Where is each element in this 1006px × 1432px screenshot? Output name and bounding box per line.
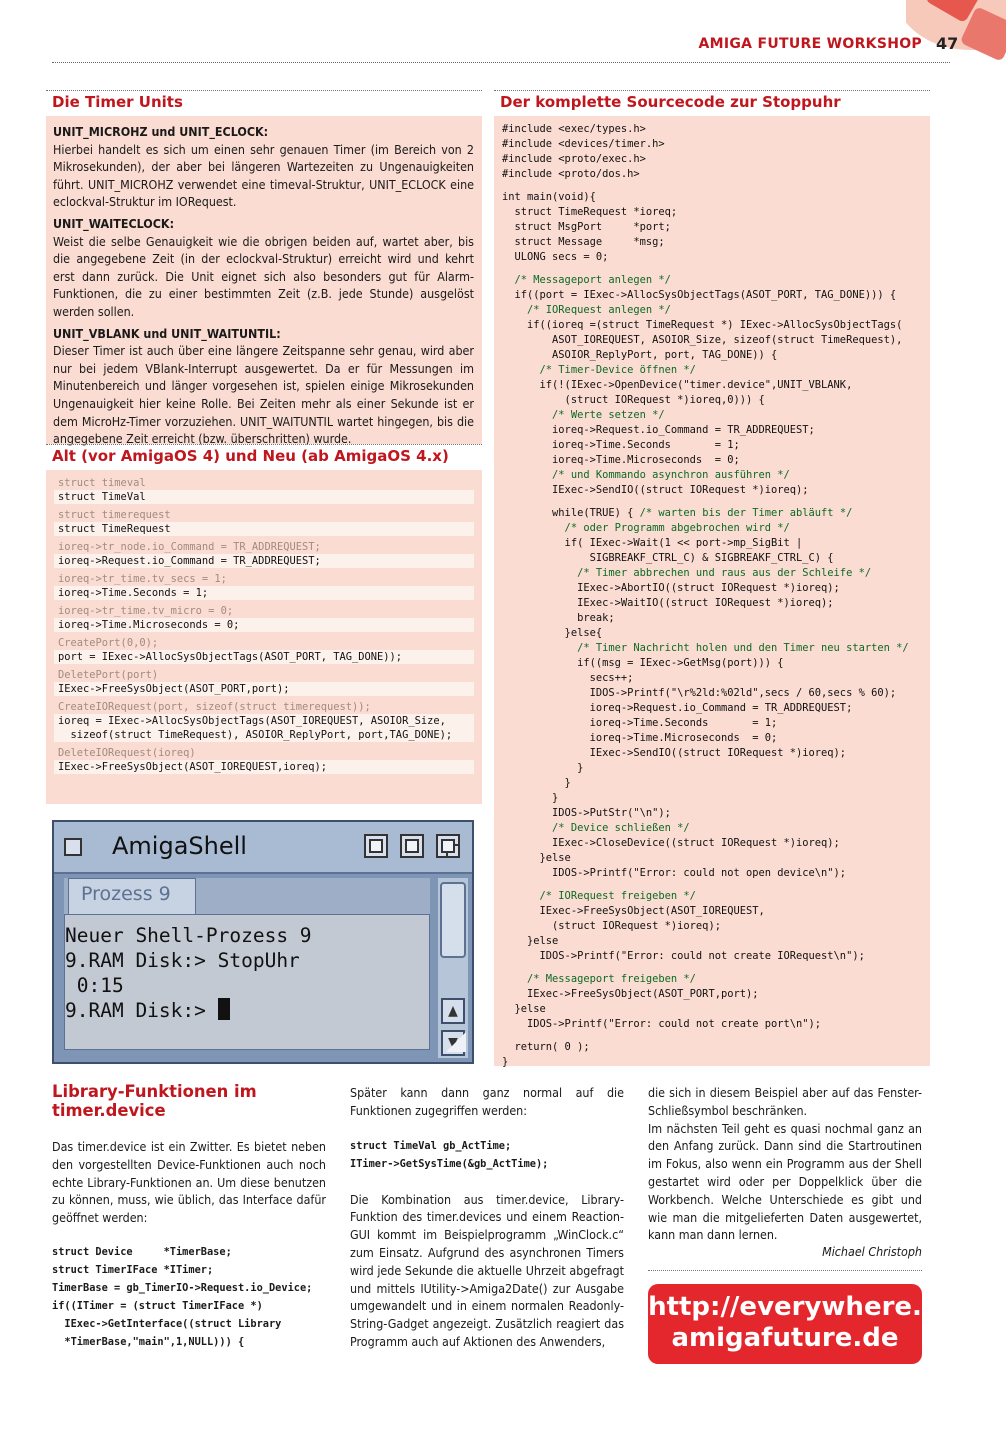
magazine-section-title: AMIGA FUTURE WORKSHOP [698, 36, 922, 52]
new-code-line: sizeof(struct TimeRequest), ASOIOR_ReplyPort, port,TAG_DONE); [54, 728, 474, 742]
code-line: /* Messageport freigeben */ [502, 973, 696, 985]
code-line: IDOS->Printf("Error: could not create port\n"); [502, 1018, 822, 1030]
code-line: ioreq->Time.Microseconds = 0; [502, 454, 740, 466]
source-code-box [494, 116, 930, 1066]
col2-code: struct TimeVal gb_ActTime; ITimer->GetSysTime(&gb_ActTime); [350, 1139, 549, 1170]
code-line: IDOS->Printf("Error: could not create IORequest\n"); [502, 950, 865, 962]
code-line [502, 182, 930, 190]
library-title: Library-Funktionen im timer.device [52, 1082, 257, 1120]
code-line: #include <proto/exec.h> [502, 153, 646, 165]
code-line: /* Messageport anlegen */ [502, 274, 671, 286]
depth-gadget-icon[interactable] [436, 834, 460, 858]
console-line: Neuer Shell-Prozess 9 [65, 924, 312, 947]
code-line: ioreq->Time.Seconds = 1; [502, 439, 740, 451]
code-line: } [502, 1056, 509, 1068]
old-code-line: CreatePort(0,0); [58, 637, 159, 649]
code-line: /* Werte setzen */ [502, 409, 665, 421]
unit-heading: UNIT_VBLANK und UNIT_WAITUNTIL: [53, 325, 281, 341]
code-line [502, 964, 930, 972]
unit-text: Weist die selbe Genauigkeit wie die obrigen beiden auf, wartet aber, bis die angegebene Zeit (in der eclockval-Struktur) erreicht wird und kehrt erst dann zurück. Die Unit eignet sich also besonders gut für Alarm-Funktionen, die zu einer bestimmten Zeit (z.B. jede Stunde) ausgelöst werden sollen. [53, 233, 474, 319]
code-line: ULONG secs = 0; [502, 251, 609, 263]
old-code-line: CreateIORequest(port, sizeof(struct timerequest)); [58, 701, 371, 713]
unit-text: Dieser Timer ist auch über eine längere Zeitspanne sehr genau, wird aber nur bei jedem VBlank-Interrupt ausgewertet. Da er für Messungen im Minutenbereich und länger vorgesehen ist, spielen einige Mikrosekunden Ungenauigkeit hier keine Rolle. Bei Zeiten mehr als einer Sekunde ist er dem MicroHz-Timer vorzuziehen. UNIT_WAITUNTIL wartet hingegen, bis die angegebene Zeit erreicht (bzw. überschritten) wurde. [53, 343, 474, 447]
author: Michael Christoph [822, 1244, 922, 1259]
code-line: if( IExec->Wait(1 << port->mp_SigBit | [502, 537, 803, 549]
shell-tab-row [64, 878, 430, 914]
corner-decoration [906, 0, 1006, 64]
library-intro: Das timer.device ist ein Zwitter. Es bietet neben den vorgestellten Device-Funktionen auch noch echte Library-Funktionen an. Um diese benutzen zu können, muss, wie üblich, das Interface dafür geöffnet werden: [52, 1139, 326, 1226]
column-2 [350, 1084, 624, 1351]
column-3 [648, 1084, 922, 1244]
promo-banner[interactable] [648, 1284, 922, 1364]
new-code-line: ioreq = IExec->AllocSysObjectTags(ASOT_IOREQUEST, ASOIOR_Size, [54, 714, 474, 728]
divider [46, 444, 482, 445]
divider [494, 90, 930, 91]
code-line: /* IORequest anlegen */ [502, 304, 671, 316]
shell-titlebar[interactable] [54, 822, 472, 874]
unit-text: Hierbei handelt es sich um einen sehr genauen Timer (im Bereich von 2 Mikrosekunden), der aber bei längeren Wartezeiten zu Ungenauigkeiten führt. UNIT_MICROHZ verwendet eine timeval-Struktur, UNIT_ECLOCK eine eclockval-Struktur im IORequest. [53, 141, 474, 210]
zoom-gadget-icon[interactable] [400, 834, 424, 858]
code-line: /* Device schließen */ [502, 822, 690, 834]
divider [648, 1270, 922, 1271]
old-code-line: ioreq->tr_time.tv_secs = 1; [58, 573, 227, 585]
scroll-knob[interactable] [440, 882, 466, 958]
code-line: ASOT_IOREQUEST, ASOIOR_Size, sizeof(struct TimeRequest), [502, 334, 903, 346]
code-line: ioreq->Time.Microseconds = 0; [502, 732, 778, 744]
code-line [502, 881, 930, 889]
code-line: IExec->FreeSysObject(ASOT_PORT,port); [502, 988, 759, 1000]
code-line: IDOS->Printf("\r%2ld:%02ld",secs / 60,secs % 60); [502, 687, 897, 699]
code-line: /* Timer abbrechen und raus aus der Schleife */ [502, 567, 872, 579]
code-line: (struct IORequest *)ioreq,0))) { [502, 394, 765, 406]
amiga-shell-window [52, 820, 474, 1064]
old-code-line: DeletePort(port) [58, 669, 159, 681]
promo-line: amigafuture.de [671, 1323, 899, 1353]
header-rule [52, 62, 950, 63]
code-line: #include <exec/types.h> [502, 123, 646, 135]
old-new-pair [54, 572, 474, 600]
new-code-line: ioreq->Time.Microseconds = 0; [54, 618, 474, 632]
code-line: IExec->SendIO((struct IORequest *)ioreq); [502, 747, 847, 759]
timer-units-title: Die Timer Units [52, 93, 183, 111]
library-code: struct Device *TimerBase; struct TimerIFace *ITimer; TimerBase = gb_TimerIO->Request.io_Device; if((ITimer = (struct TimerIFace *) IExec->GetInterface((struct Library *TimerBase,"main",1,NULL))) { [52, 1245, 313, 1348]
code-line: } [502, 777, 571, 789]
code-line: IExec->CloseDevice((struct IORequest *)ioreq); [502, 837, 840, 849]
code-line: /* und Kommando asynchron ausführen */ [502, 469, 790, 481]
code-line: return( 0 ); [502, 1041, 590, 1053]
code-line: }else [502, 852, 571, 864]
old-code-line: struct timeval [58, 477, 146, 489]
code-line: int main(void){ [502, 191, 596, 203]
code-line: IExec->AbortIO((struct IORequest *)ioreq); [502, 582, 840, 594]
scroll-up-arrow-icon[interactable]: ▲ [441, 998, 465, 1024]
col2-para: Später kann dann ganz normal auf die Funktionen zugegriffen werden: [350, 1085, 624, 1118]
old-code-line: DeleteIORequest(ioreq) [58, 747, 196, 759]
new-code-line: struct TimeRequest [54, 522, 474, 536]
promo-line: http://everywhere. [648, 1292, 922, 1322]
code-line: IExec->SendIO((struct IORequest *)ioreq); [502, 484, 809, 496]
code-line: }else [502, 935, 559, 947]
new-code-line: ioreq->Time.Seconds = 1; [54, 586, 474, 600]
code-line: } [502, 792, 559, 804]
source-title: Der komplette Sourcecode zur Stoppuhr [500, 93, 841, 111]
code-line: ioreq->Request.io_Command = TR_ADDREQUEST; [502, 424, 815, 436]
code-line: /* Timer-Device öffnen */ [502, 364, 696, 376]
old-new-pair [54, 508, 474, 536]
iconify-gadget-icon[interactable] [364, 834, 388, 858]
code-line: if((ioreq =(struct TimeRequest *) IExec->AllocSysObjectTags( [502, 319, 903, 331]
unit-heading: UNIT_MICROHZ und UNIT_ECLOCK: [53, 124, 269, 139]
console-line: 0:15 [65, 974, 124, 997]
shell-scrollbar[interactable] [438, 878, 468, 1058]
old-new-pair [54, 476, 474, 504]
code-line: }else{ [502, 627, 603, 639]
old-new-pair [54, 700, 474, 742]
shell-title: AmigaShell [112, 832, 247, 860]
old-new-title: Alt (vor AmigaOS 4) und Neu (ab AmigaOS 4.x) [52, 447, 449, 465]
code-line: } [502, 762, 584, 774]
old-new-pair [54, 636, 474, 664]
code-line: SIGBREAKF_CTRL_C) & SIGBREAKF_CTRL_C) { [502, 552, 834, 564]
code-line: secs++; [502, 672, 634, 684]
old-code-line: ioreq->tr_time.tv_micro = 0; [58, 605, 234, 617]
col3-para: Im nächsten Teil geht es quasi nochmal ganz an den Anfang zurück. Dann sind die Startroutinen im Fokus, also wenn ein Programm aus der Shell gestartet wird oder per Doppelklick über die Workbench. Welche Unterschiede es gibt und wie man die mitgelieferten Daten ausgewertet, kann man dann lernen. [648, 1120, 922, 1243]
code-line: IExec->FreeSysObject(ASOT_IOREQUEST, [502, 905, 765, 917]
tab-prozess-9[interactable]: Prozess 9 [68, 878, 196, 914]
library-column [52, 1138, 326, 1351]
code-line: #include <proto/dos.h> [502, 168, 640, 180]
code-line: /* IORequest freigeben */ [502, 890, 696, 902]
new-code-line: port = IExec->AllocSysObjectTags(ASOT_PORT, TAG_DONE)); [54, 650, 474, 664]
old-new-pair [54, 604, 474, 632]
close-gadget-icon[interactable] [64, 838, 82, 856]
new-code-line: IExec->FreeSysObject(ASOT_IOREQUEST,ioreq); [54, 760, 474, 774]
code-line: IDOS->PutStr("\n"); [502, 807, 671, 819]
old-code-line: ioreq->tr_node.io_Command = TR_ADDREQUEST; [58, 541, 321, 553]
code-line: struct TimeRequest *ioreq; [502, 206, 678, 218]
timer-units-box [46, 116, 482, 447]
new-code-line: struct TimeVal [54, 490, 474, 504]
code-line: IDOS->Printf("Error: could not open device\n"); [502, 867, 847, 879]
code-line: IExec->WaitIO((struct IORequest *)ioreq); [502, 597, 834, 609]
new-code-line: ioreq->Request.io_Command = TR_ADDREQUEST; [54, 554, 474, 568]
divider [46, 90, 482, 91]
code-line [502, 498, 930, 506]
unit-heading: UNIT_WAITECLOCK: [53, 215, 175, 231]
code-line: struct MsgPort *port; [502, 221, 671, 233]
old-new-pair [54, 668, 474, 696]
old-new-pair [54, 540, 474, 568]
code-line: if(!(IExec->OpenDevice("timer.device",UNIT_VBLANK, [502, 379, 853, 391]
console-line: 9.RAM Disk:> StopUhr [65, 949, 300, 972]
console-line: 9.RAM Disk:> [65, 999, 218, 1022]
col2-para: Die Kombination aus timer.device, Library-Funktion des timer.devices und einem Reaction-GUI kommt im Beispielprogramm „WinClock.c“ zum Einsatz. Aufgrund des asynchronen Timers wird jede Sekunde die aktuelle Uhrzeit abgefragt und mittels IUtility->Amiga2Date() zur Ausgabe umgewandelt und in einem normalen Readonly-String-Gadget angezeigt. Zusätzlich reagiert das Programm auch auf Aktionen des Anwenders, [350, 1191, 624, 1349]
old-new-pair [54, 746, 474, 774]
code-line: while(TRUE) { /* warten bis der Timer abläuft */ [502, 507, 853, 519]
code-line: ioreq->Request.io_Command = TR_ADDREQUEST; [502, 702, 853, 714]
scroll-down-arrow-icon[interactable]: ▼ [441, 1030, 465, 1056]
shell-console[interactable] [64, 914, 430, 1050]
code-line: if((port = IExec->AllocSysObjectTags(ASOT_PORT, TAG_DONE))) { [502, 289, 897, 301]
code-line: if((msg = IExec->GetMsg(port))) { [502, 657, 784, 669]
code-line: /* Timer Nachricht holen und den Timer neu starten */ [502, 642, 909, 654]
code-line: struct Message *msg; [502, 236, 665, 248]
code-line: #include <devices/timer.h> [502, 138, 665, 150]
code-line: }else [502, 1003, 546, 1015]
code-line: (struct IORequest *)ioreq); [502, 920, 721, 932]
new-code-line: IExec->FreeSysObject(ASOT_PORT,port); [54, 682, 474, 696]
code-line: ASOIOR_ReplyPort, port, TAG_DONE)) { [502, 349, 778, 361]
col3-para: die sich in diesem Beispiel aber auf das Fenster-Schließsymbol beschränken. [648, 1085, 922, 1118]
code-line [502, 265, 930, 273]
code-line: /* oder Programm abgebrochen wird */ [502, 522, 790, 534]
old-new-table [46, 470, 482, 804]
code-line: break; [502, 612, 615, 624]
text-cursor [218, 998, 230, 1020]
code-line: ioreq->Time.Seconds = 1; [502, 717, 778, 729]
page-number: 47 [936, 34, 959, 53]
code-line [502, 1032, 930, 1040]
resize-handle-icon[interactable] [446, 1032, 466, 1052]
old-code-line: struct timerequest [58, 509, 171, 521]
